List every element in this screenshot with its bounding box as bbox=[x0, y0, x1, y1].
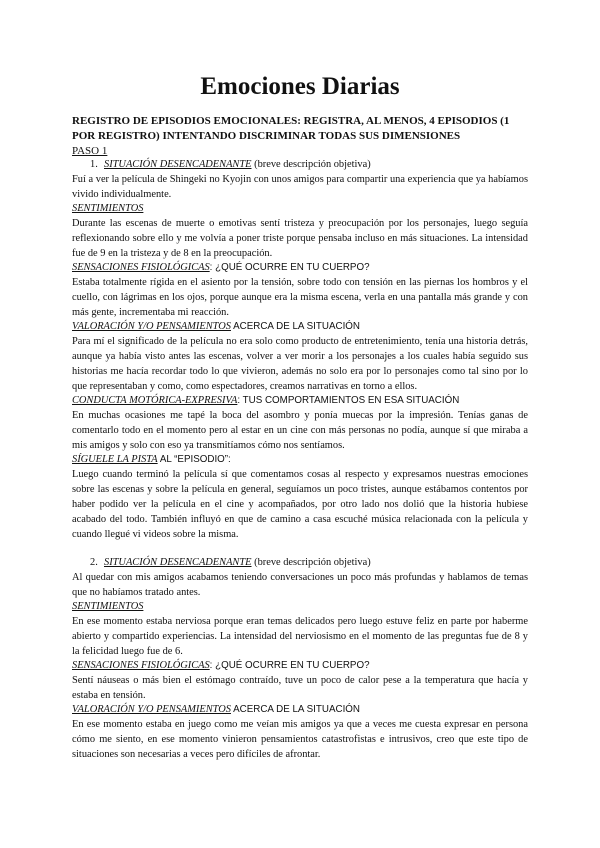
behavior-suffix: : TUS COMPORTAMIENTOS EN ESA SITUACIÓN bbox=[237, 395, 460, 406]
sensations-label: SENSACIONES FISIOLÓGICAS bbox=[72, 262, 210, 273]
episode-spacer bbox=[72, 542, 528, 556]
episode-2-sensations-label bbox=[72, 659, 528, 673]
appraisal-label: VALORACIÓN Y/O PENSAMIENTOS bbox=[72, 321, 231, 332]
episode-1-behavior-text: En muchas ocasiones me tapé la boca del asombro y ponía muecas por la impresión. Tenías ganas de comentarlo todo en el momento pero al estar en un cine con más personas no podía, aunque sí que miraba a mis amigos y solo con eso ya transmitíamos cómo nos sentíamos. bbox=[72, 410, 528, 451]
episode-1-sensations-text: Estaba totalmente rígida en el asiento por la tensión, sobre todo con tensión en las piernas los hombros y el cuello, con lágrimas en los ojos, porque aunque era la misma escena, verla en una pantalla más grande y con más gente, incrementaba mi reacción. bbox=[72, 277, 528, 318]
situation-label: SITUACIÓN DESENCADENANTE bbox=[104, 557, 252, 568]
situation-note: (breve descripción objetiva) bbox=[254, 159, 371, 170]
episode-1-situation-label bbox=[72, 158, 528, 172]
feelings-label: SENTIMIENTOS bbox=[72, 601, 144, 612]
episode-number: 1. bbox=[90, 159, 98, 170]
appraisal-suffix: ACERCA DE LA SITUACIÓN bbox=[230, 321, 360, 332]
behavior-label: CONDUCTA MOTÓRICA-EXPRESIVA bbox=[72, 395, 238, 406]
episode-1-followup-label bbox=[72, 453, 528, 467]
sensations-question: : ¿QUÉ OCURRE EN TU CUERPO? bbox=[209, 660, 370, 671]
episode-1-feelings-text: Durante las escenas de muerte o emotivas sentí tristeza y preocupación por los personajes, luego seguía reflexionando sobre ello y me volvía a poner triste porque pensaba incluso en más situaciones. La intensidad fue de 9 en la tristeza y de 8 en la preocupación. bbox=[72, 218, 528, 259]
sensations-question: : ¿QUÉ OCURRE EN TU CUERPO? bbox=[209, 262, 370, 273]
episode-2-feelings-label bbox=[72, 600, 528, 614]
episode-1-appraisal-text: Para mí el significado de la película no era solo como producto de entretenimiento, tenía una historia detrás, aunque ya había visto antes las escenas, volver a ver morir a los personajes a los cuales había seguido sus historias me hacía recordar todo lo que vivieron, además no solo era por lo personajes como tal sino por lo que representaban y como, como espectadores, creamos narrativas en torno a ellos. bbox=[72, 336, 528, 392]
episode-1-sensations-label bbox=[72, 261, 528, 275]
intro-heading: REGISTRO DE EPISODIOS EMOCIONALES: REGISTRA, AL MENOS, 4 EPISODIOS (1 POR REGISTRO) INTENTANDO DISCRIMINAR TODAS SUS DIMENSIONES bbox=[72, 115, 510, 142]
episode-2-appraisal-text: En ese momento estaba en juego como me veían mis amigos ya que a veces me cuesta expresar en persona cómo me siento, en ese momento vinieron pensamientos catastrofistas e intrusivos, creo que este tipo de situaciones son necesarias a veces pero difíciles de afrontar. bbox=[72, 719, 528, 760]
page-title: Emociones Diarias bbox=[200, 73, 400, 100]
appraisal-label: VALORACIÓN Y/O PENSAMIENTOS bbox=[72, 704, 231, 715]
episode-1-appraisal-label bbox=[72, 320, 528, 334]
episode-2-situation-label bbox=[72, 556, 528, 570]
followup-suffix: AL “EPISODIO”: bbox=[157, 454, 231, 465]
situation-note: (breve descripción objetiva) bbox=[254, 557, 371, 568]
situation-label: SITUACIÓN DESENCADENANTE bbox=[104, 159, 252, 170]
document-content bbox=[72, 72, 528, 762]
episode-2-sensations-text: Sentí náuseas o más bien el estómago contraído, tuve un poco de calor pese a la temperatura que hacía y estaba en tensión. bbox=[72, 675, 528, 701]
feelings-label: SENTIMIENTOS bbox=[72, 203, 144, 214]
episode-number: 2. bbox=[90, 557, 98, 568]
step-heading: PASO 1 bbox=[72, 145, 108, 157]
sensations-label: SENSACIONES FISIOLÓGICAS bbox=[72, 660, 210, 671]
episode-2-feelings-text: En ese momento estaba nerviosa porque eran temas delicados pero luego estuve feliz en parte por haberme abierto y compartido experiencias. La intensidad del nerviosismo en el momento de las preguntas fue de 8 y la felicidad luego fue de 6. bbox=[72, 616, 528, 657]
followup-label: SÍGUELE LA PISTA bbox=[72, 454, 158, 465]
appraisal-suffix: ACERCA DE LA SITUACIÓN bbox=[230, 704, 360, 715]
episode-1-feelings-label bbox=[72, 202, 528, 216]
episode-2-situation-text: Al quedar con mis amigos acabamos teniendo conversaciones un poco más profundas y hablamos de temas que no habíamos tratado antes. bbox=[72, 572, 528, 598]
episode-1-situation-text: Fuí a ver la película de Shingeki no Kyojin con unos amigos para compartir una experiencia que ya habíamos vivido individualmente. bbox=[72, 174, 528, 200]
episode-1-behavior-label bbox=[72, 394, 528, 408]
episode-1-followup-text: Luego cuando terminó la película sí que comentamos cosas al respecto y expresamos nuestras emociones sobre las escenas y sobre la película en general, seguíamos un poco tristes, aunque estábamos contentos por haber podido ver la película en el cine y acompañados, por otro lado nos dolió que la historia hubiese acabado del todo. También influyó en que de camino a casa escuché música relacionada con la película y cuando llegué vi videos sobre la misma. bbox=[72, 469, 528, 540]
episode-2-appraisal-label bbox=[72, 703, 528, 717]
